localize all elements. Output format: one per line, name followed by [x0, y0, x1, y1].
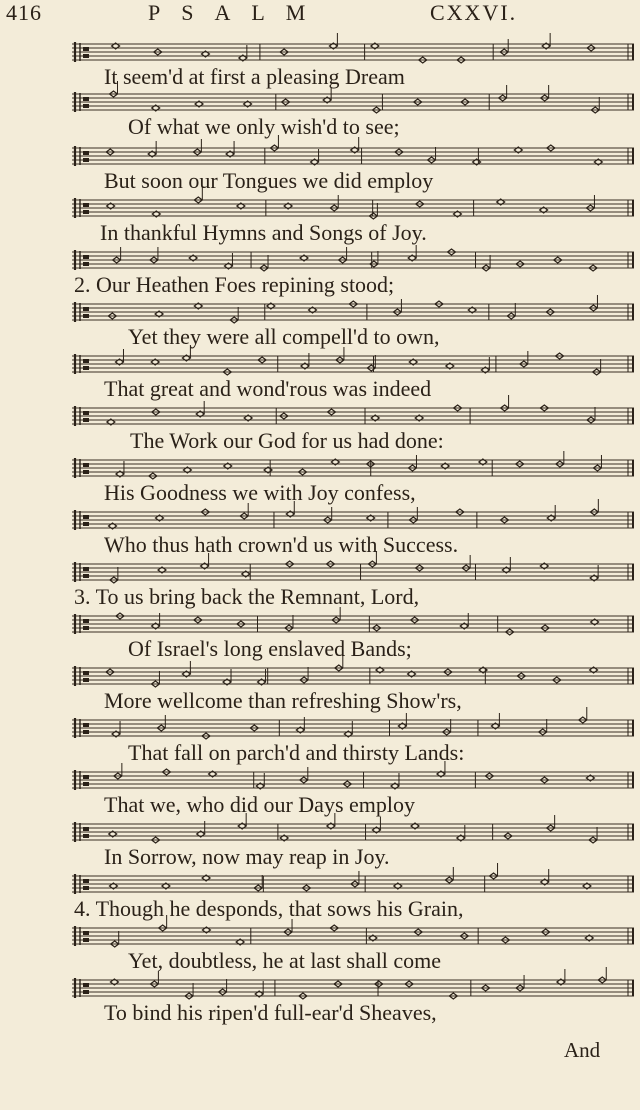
note-icon: [391, 773, 399, 789]
lyric-line: To bind his ripen'd full-ear'd Sheaves,: [104, 1000, 437, 1025]
staff: [72, 451, 634, 479]
note-icon: [490, 863, 498, 879]
note-icon: [502, 557, 510, 573]
note-icon: [300, 767, 308, 783]
note-icon: [589, 827, 597, 843]
staff: [72, 813, 634, 843]
note-icon: [408, 245, 416, 261]
note-icon: [296, 717, 304, 733]
note-icon: [300, 667, 308, 683]
note-icon: [254, 875, 262, 891]
note-icon: [230, 307, 238, 323]
note-icon: [586, 195, 594, 211]
running-title: PSALM: [148, 0, 327, 25]
lyric-line: 3. To us bring back the Remnant, Lord,: [74, 584, 420, 609]
note-icon: [557, 969, 565, 985]
note-icon: [579, 707, 587, 723]
note-icon: [501, 395, 509, 411]
note-icon: [157, 715, 165, 731]
note-icon: [329, 33, 337, 49]
note-icon: [239, 45, 247, 61]
lyric-line: More wellcome than refreshing Show'rs,: [104, 688, 462, 713]
note-icon: [500, 39, 508, 55]
note-icon: [284, 919, 292, 935]
note-icon: [507, 303, 515, 319]
note-icon: [255, 981, 263, 997]
staff: [72, 761, 634, 790]
note-icon: [369, 203, 377, 219]
lyric-line: Of what we only wish'd to see;: [128, 114, 400, 139]
note-icon: [462, 555, 470, 571]
note-icon: [590, 499, 598, 515]
note-icon: [223, 669, 231, 685]
lyric-line: That fall on parch'd and thirsty Lands:: [128, 740, 465, 765]
note-icon: [393, 299, 401, 315]
note-icon: [197, 821, 205, 837]
note-icon: [491, 713, 499, 729]
note-icon: [332, 607, 340, 623]
note-icon: [113, 247, 121, 263]
lyric-line: Of Israel's long enslaved Bands;: [128, 636, 412, 661]
lyric-line: In thankful Hymns and Songs of Joy.: [100, 220, 427, 245]
note-icon: [460, 613, 468, 629]
note-icon: [151, 671, 159, 687]
note-icon: [152, 613, 160, 629]
note-icon: [591, 97, 599, 113]
note-icon: [219, 979, 227, 995]
note-icon: [193, 139, 201, 155]
staff: [72, 135, 634, 166]
note-icon: [226, 141, 234, 157]
page-number: 416: [6, 0, 42, 25]
lyric-line: But soon our Tongues we did employ: [104, 168, 434, 193]
note-icon: [542, 33, 550, 49]
note-icon: [370, 251, 378, 267]
note-icon: [148, 141, 156, 157]
note-icon: [443, 719, 451, 735]
note-icon: [339, 247, 347, 263]
catchword: And: [564, 1038, 601, 1062]
note-icon: [589, 295, 597, 311]
note-icon: [598, 967, 606, 983]
note-icon: [344, 721, 352, 737]
note-icon: [116, 461, 124, 477]
note-icon: [196, 401, 204, 417]
lyric-line: Yet, doubtless, he at last shall come: [128, 948, 442, 973]
note-icon: [110, 567, 118, 583]
note-icon: [499, 85, 507, 101]
note-icon: [520, 351, 528, 367]
note-icon: [398, 713, 406, 729]
note-icon: [351, 871, 359, 887]
note-icon: [541, 85, 549, 101]
staff: [72, 295, 634, 323]
lyric-line: The Work our God for us had done:: [130, 428, 444, 453]
note-icon: [185, 983, 193, 999]
lyric-line: 4. Though he desponds, that sows his Grain,: [74, 896, 464, 921]
note-icon: [372, 817, 380, 833]
note-icon: [539, 719, 547, 735]
note-icon: [367, 355, 375, 371]
note-icon: [258, 669, 266, 685]
note-icon: [587, 407, 595, 423]
lyric-line: In Sorrow, now may reap in Joy.: [104, 844, 390, 869]
note-icon: [428, 147, 436, 163]
note-icon: [481, 357, 489, 373]
psalm-number: CXXVI.: [430, 0, 518, 25]
staff: [72, 345, 634, 375]
lyric-line: Yet they were all compell'd to own,: [128, 324, 440, 349]
note-icon: [482, 255, 490, 271]
note-icon: [114, 763, 122, 779]
note-icon: [150, 971, 158, 987]
lyric-line: That great and wond'rous was indeed: [104, 376, 432, 401]
note-icon: [150, 247, 158, 263]
note-icon: [323, 87, 331, 103]
note-icon: [541, 869, 549, 885]
note-icon: [547, 815, 555, 831]
note-icon: [351, 137, 359, 153]
note-icon: [409, 507, 417, 523]
staff: [72, 245, 634, 271]
note-icon: [240, 503, 248, 519]
note-icon: [311, 149, 319, 165]
note-icon: [457, 825, 465, 841]
note-icon: [224, 253, 232, 269]
note-icon: [408, 455, 416, 471]
lyric-line: His Goodness we with Joy confess,: [104, 480, 416, 505]
note-icon: [256, 773, 264, 789]
note-icon: [111, 931, 119, 947]
note-icon: [324, 507, 332, 523]
note-icon: [593, 455, 601, 471]
note-icon: [330, 195, 338, 211]
note-icon: [445, 867, 453, 883]
note-icon: [285, 615, 293, 631]
note-icon: [301, 353, 309, 369]
lyric-line: It seem'd at first a pleasing Dream: [104, 64, 405, 89]
note-icon: [260, 255, 268, 271]
staff: [72, 607, 634, 635]
note-icon: [115, 349, 123, 365]
note-icon: [112, 721, 120, 737]
note-icon: [547, 505, 555, 521]
note-icon: [556, 451, 564, 467]
note-icon: [516, 975, 524, 991]
lyric-line: 2. Our Heathen Foes repining stood;: [74, 272, 395, 297]
note-icon: [182, 661, 190, 677]
staff: [72, 33, 634, 63]
note-icon: [590, 565, 598, 581]
lyric-line: Who thus hath crown'd us with Success.: [104, 532, 459, 557]
lyric-line: That we, who did our Days employ: [104, 792, 415, 817]
note-icon: [593, 359, 601, 375]
note-icon: [336, 347, 344, 363]
